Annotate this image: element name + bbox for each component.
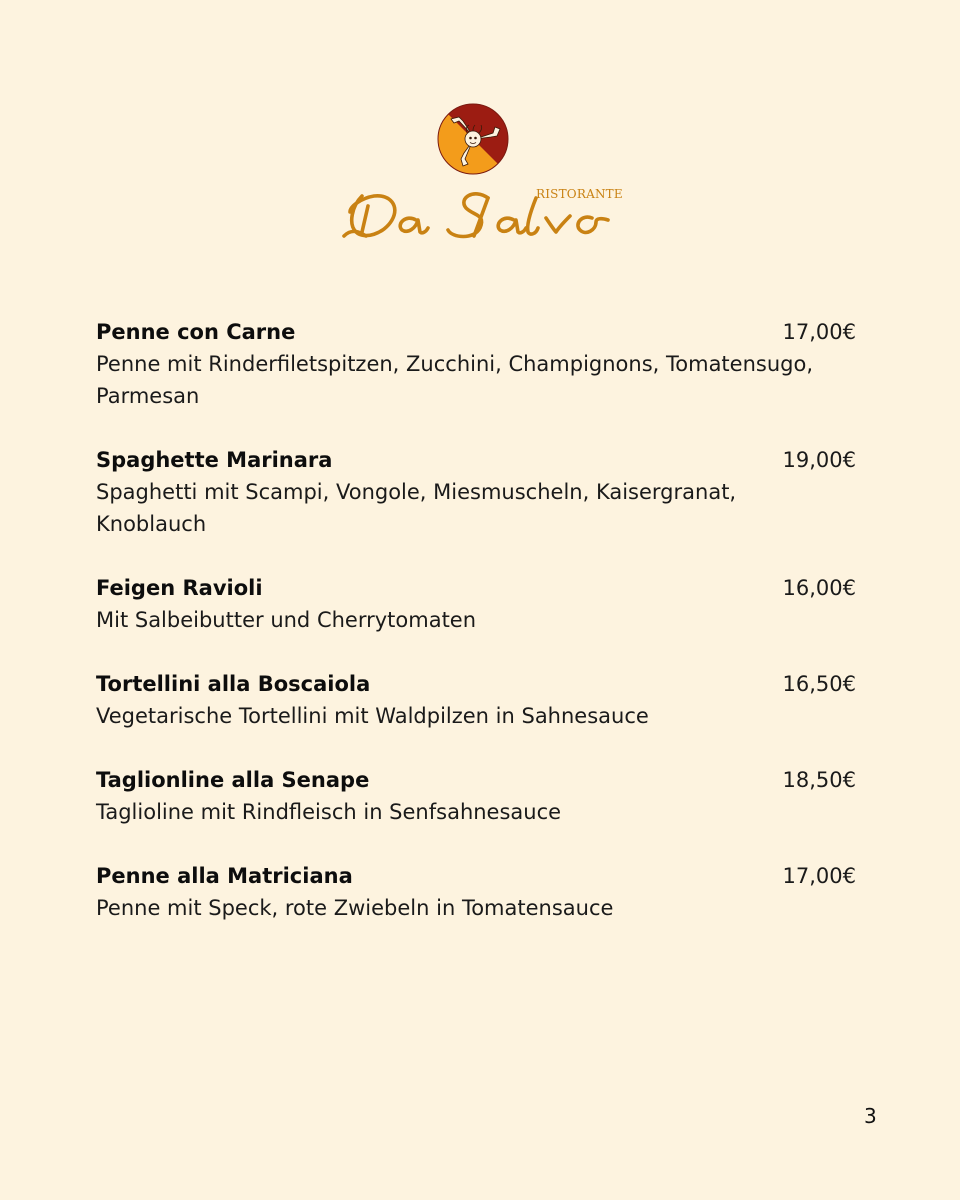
trinacria-icon (437, 103, 509, 175)
dish-description: Penne mit Rinderfiletspitzen, Zucchini, Champignons, Tomatensugo, Parmesan (96, 352, 814, 408)
dish-price: 16,50€ (782, 672, 856, 696)
dish-name: Tortellini alla Boscaiola (96, 672, 371, 696)
ristorante-label: RISTORANTE (536, 187, 623, 201)
page-number: 3 (864, 1104, 877, 1128)
dish-price: 18,50€ (782, 768, 856, 792)
menu-item (96, 668, 856, 732)
menu-item (96, 764, 856, 828)
dish-name: Taglionline alla Senape (96, 768, 370, 792)
restaurant-logo (330, 100, 630, 260)
menu-item (96, 316, 856, 412)
dish-description: Penne mit Speck, rote Zwiebeln in Tomatensauce (96, 896, 614, 920)
dish-description: Spaghetti mit Scampi, Vongole, Miesmuscheln, Kaisergranat, Knoblauch (96, 480, 737, 536)
dish-price: 16,00€ (782, 576, 856, 600)
dish-name: Feigen Ravioli (96, 576, 263, 600)
brand-name-wordmark (340, 184, 620, 250)
dish-price: 17,00€ (782, 320, 856, 344)
menu-item (96, 444, 856, 540)
dish-description: Mit Salbeibutter und Cherrytomaten (96, 608, 477, 632)
dish-name: Spaghette Marinara (96, 448, 333, 472)
menu-list (96, 316, 856, 956)
dish-price: 19,00€ (782, 448, 856, 472)
dish-description: Vegetarische Tortellini mit Waldpilzen in Sahnesauce (96, 704, 649, 728)
dish-price: 17,00€ (782, 864, 856, 888)
dish-name: Penne alla Matriciana (96, 864, 353, 888)
menu-item (96, 860, 856, 924)
dish-name: Penne con Carne (96, 320, 296, 344)
dish-description: Taglioline mit Rindfleisch in Senfsahnesauce (96, 800, 562, 824)
menu-item (96, 572, 856, 636)
